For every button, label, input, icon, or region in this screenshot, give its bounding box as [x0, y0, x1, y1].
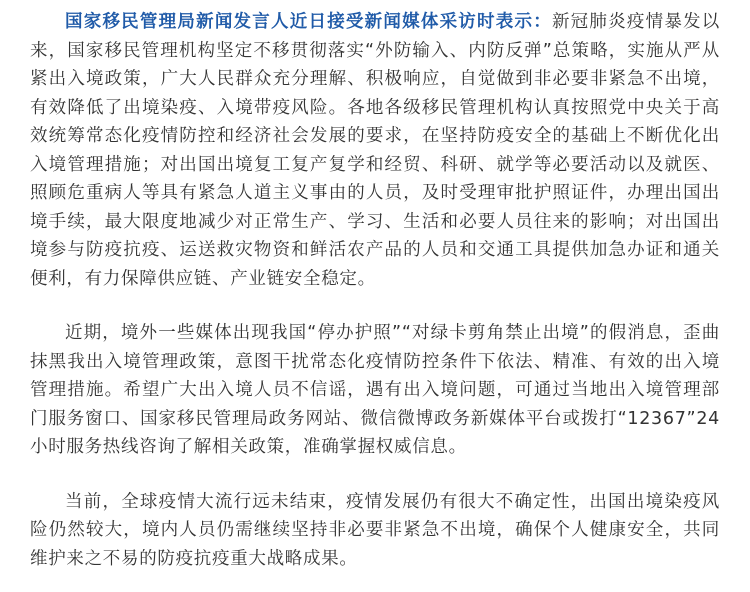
- spokesperson-lead: 国家移民管理局新闻发言人近日接受新闻媒体采访时表示：: [65, 12, 552, 32]
- article-body: [30, 8, 720, 573]
- paragraph-statement: [30, 8, 720, 293]
- paragraph-text: 近期，境外一些媒体出现我国“停办护照”“对绿卡剪角禁止出境”的假消息，歪曲抹黑我出入境管理政策，意图干扰常态化疫情防控条件下依法、精准、有效的出入境管理措施。希望广大出入境人员不信谣，遇有出入境问题，可通过当地出入境管理部门服务窗口、国家移民管理局政务网站、微信微博政务新媒体平台或拨打“12367”24小时服务热线咨询了解相关政策，准确掌握权威信息。: [30, 323, 720, 457]
- paragraph-text: 当前，全球疫情大流行远未结束，疫情发展仍有很大不确定性，出国出境染疫风险仍然较大，境内人员仍需继续坚持非必要非紧急不出境，确保个人健康安全，共同维护来之不易的防疫抗疫重大战略成果。: [30, 491, 720, 569]
- paragraph-text: 新冠肺炎疫情暴发以来，国家移民管理机构坚定不移贯彻落实“外防输入、内防反弹”总策略，实施从严从紧出入境政策，广大人民群众充分理解、积极响应，自觉做到非必要非紧急不出境，有效降低了出境染疫、入境带疫风险。各地各级移民管理机构认真按照党中央关于高效统筹常态化疫情防控和经济社会发展的要求，在坚持防疫安全的基础上不断优化出入境管理措施；对出国出境复工复产复学和经贸、科研、就学等必要活动以及就医、照顾危重病人等具有紧急人道主义事由的人员，及时受理审批护照证件，办理出国出境手续，最大限度地减少对正常生产、学习、生活和必要人员往来的影响；对出国出境参与防疫抗疫、运送救灾物资和鲜活农产品的人员和交通工具提供加急办证和通关便利，有力保障供应链、产业链安全稳定。: [30, 12, 720, 289]
- paragraph-conclusion: [30, 488, 720, 574]
- paragraph-rumor-notice: [30, 319, 720, 462]
